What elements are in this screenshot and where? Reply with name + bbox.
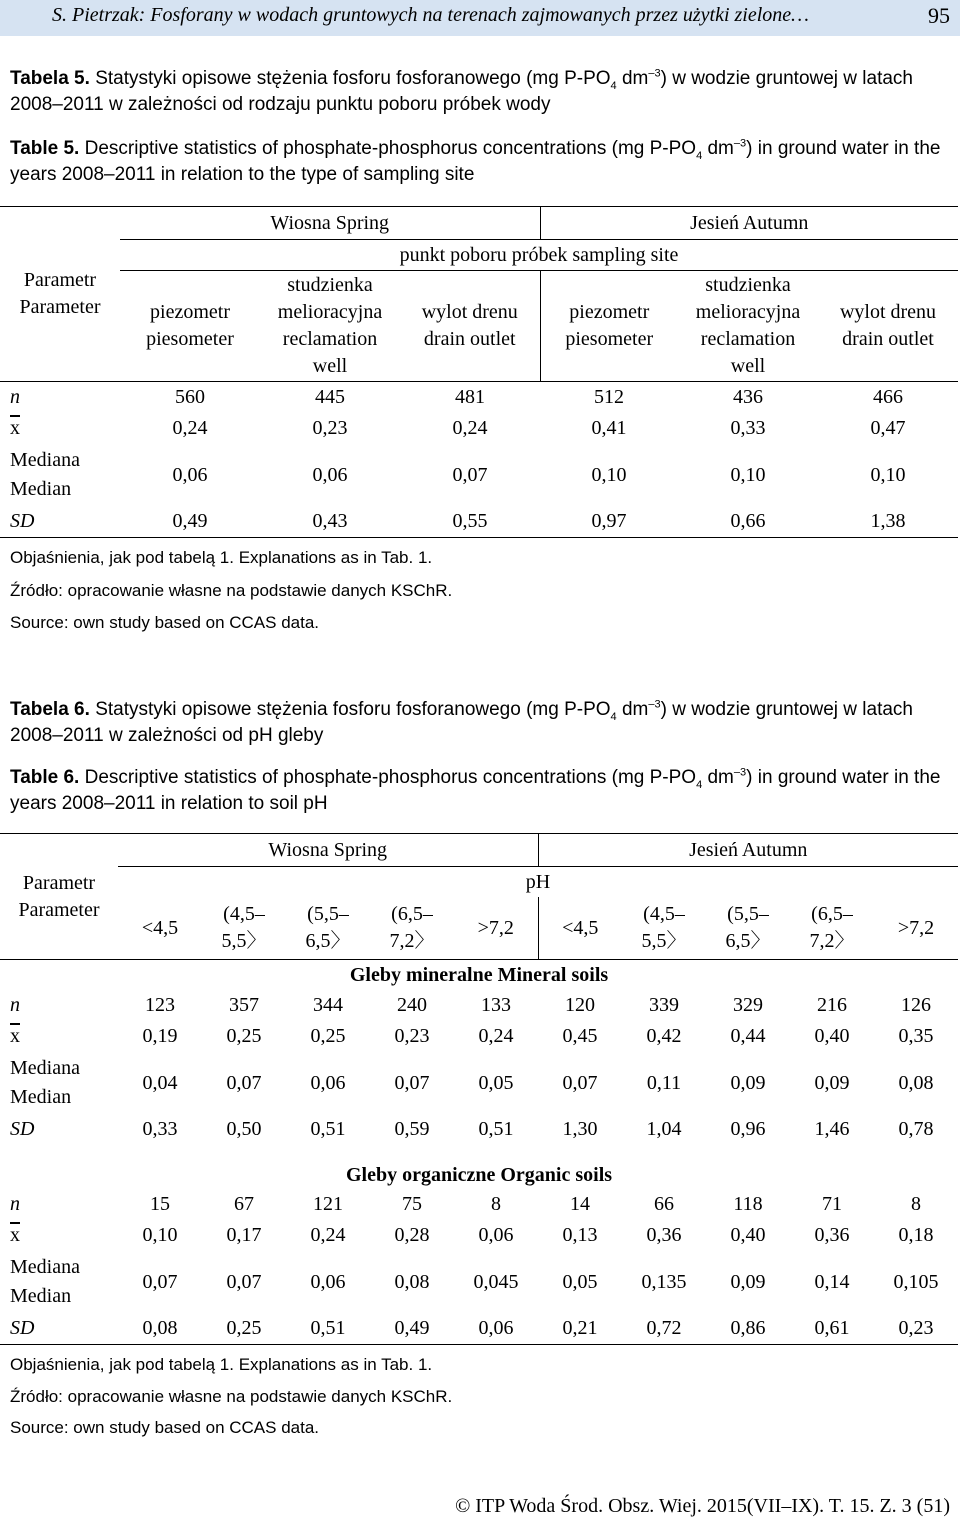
table-row (0, 506, 958, 538)
table-row (0, 444, 958, 506)
col-well: studzienka melioracyjna reclamation well (277, 274, 383, 377)
spring-header: Wiosna Spring (118, 834, 538, 867)
table-cell: 0,25 (226, 1025, 262, 1047)
table-cell: 8 (911, 1193, 921, 1215)
col-piezometer: piezometr piesometer (540, 271, 678, 382)
table6-caption-pl: Tabela 6. Statystyki opisowe stężenia fosforu fosforanowego (mg $P-PO_4$ $dm^{-3}$) w wodzie gruntowej w latach 2008–2011 w zależności od pH gleby (10, 698, 913, 746)
table-cell: 0,78 (898, 1118, 934, 1140)
table-cell: 0,05 (478, 1071, 514, 1094)
col-drain: wylot drenu drain outlet (421, 301, 518, 350)
row-label: Mediana Median (10, 1057, 80, 1108)
ph-range-header: (6,5– 7,2〉 (389, 903, 435, 952)
table-cell: 71 (822, 1193, 842, 1215)
table-cell: 126 (901, 994, 931, 1016)
table-cell: 0,24 (310, 1224, 346, 1246)
table-cell: 466 (873, 386, 903, 408)
table-row (0, 1052, 958, 1114)
table-cell: 0,42 (646, 1025, 682, 1047)
table-cell: 0,66 (730, 510, 766, 532)
table6-note-3: Source: own study based on CCAS data. (10, 1418, 320, 1437)
ph-range-header: >7,2 (897, 916, 935, 939)
table-cell: 445 (315, 386, 345, 408)
table-cell: 0,13 (562, 1224, 598, 1246)
table-cell: 0,10 (142, 1224, 178, 1246)
table-cell: 0,55 (452, 510, 488, 532)
table-cell: 0,09 (730, 1071, 766, 1094)
table-cell: 0,96 (730, 1118, 766, 1140)
running-header (0, 0, 960, 36)
table-cell: 344 (313, 994, 343, 1016)
table-cell: 329 (733, 994, 763, 1016)
table-cell: 0,43 (312, 510, 348, 532)
table5-note-2: Źródło: opracowanie własne na podstawie danych KSChR. (10, 581, 453, 600)
table-cell: 0,14 (814, 1270, 850, 1293)
table-row (0, 1189, 958, 1220)
row-label: n (10, 386, 20, 408)
table-cell: 0,18 (898, 1224, 934, 1246)
table6 (0, 833, 958, 1345)
row-label: SD (10, 1317, 35, 1339)
table-cell: 0,135 (641, 1270, 687, 1293)
table-cell: 0,40 (814, 1025, 850, 1047)
table-cell: 0,23 (312, 417, 348, 439)
table-cell: 0,19 (142, 1025, 178, 1047)
table-cell: 0,41 (591, 417, 627, 439)
organic-soils-header: Gleby organiczne Organic soils (345, 1164, 613, 1186)
row-label: $\overline{x}$ (10, 1025, 20, 1047)
table-cell: 512 (594, 386, 624, 408)
table-cell: 0,07 (226, 1071, 262, 1094)
param-header: Parametr Parameter (0, 207, 120, 382)
table-row (0, 1114, 958, 1145)
row-label: Mediana Median (10, 1256, 80, 1307)
table-cell: 66 (654, 1193, 674, 1215)
table-cell: 15 (150, 1193, 170, 1215)
table-cell: 0,50 (226, 1118, 262, 1140)
table-row (0, 1313, 958, 1345)
table-cell: 0,08 (142, 1317, 178, 1339)
table-cell: 481 (455, 386, 485, 408)
table-cell: 0,21 (562, 1317, 598, 1339)
ph-range-header: (4,5– 5,5〉 (641, 903, 687, 952)
table-cell: 121 (313, 1193, 343, 1215)
table-cell: 0,08 (898, 1071, 934, 1094)
table6-note-1: Objaśnienia, jak pod tabelą 1. Explanations as in Tab. 1. (10, 1355, 433, 1374)
ph-range-header: >7,2 (477, 916, 514, 939)
table-cell: 216 (817, 994, 847, 1016)
table-cell: 0,59 (394, 1118, 430, 1140)
ph-range-header: (5,5– 6,5〉 (305, 903, 351, 952)
ph-range-header: (6,5– 7,2〉 (809, 903, 855, 952)
footer-copyright: © ITP Woda Środ. Obsz. Wiej. 2015(VII–IX). T. 15. Z. 3 (51) (455, 1495, 950, 1517)
table-cell: 0,06 (310, 1270, 346, 1293)
mineral-soils-header: Gleby mineralne Mineral soils (349, 963, 609, 986)
table-cell: 0,23 (394, 1025, 430, 1047)
table-cell: 0,44 (730, 1025, 766, 1047)
table-cell: 133 (481, 994, 511, 1016)
table-cell: 0,06 (172, 463, 208, 486)
table-cell: 0,09 (814, 1071, 850, 1094)
ph-range-header: <4,5 (538, 897, 622, 960)
autumn-header: Jesień Autumn (538, 834, 958, 867)
table-cell: 436 (733, 386, 763, 408)
table-cell: 0,61 (814, 1317, 850, 1339)
table-row (0, 413, 958, 444)
table-cell: 0,07 (142, 1270, 178, 1293)
table-cell: 0,36 (814, 1224, 850, 1246)
spring-header: Wiosna Spring (120, 207, 540, 240)
table-cell: 0,06 (478, 1224, 514, 1246)
table-cell: 0,36 (646, 1224, 682, 1246)
table-cell: 0,06 (312, 463, 348, 486)
ph-range-header: (5,5– 6,5〉 (725, 903, 771, 952)
table5-note-3: Source: own study based on CCAS data. (10, 613, 320, 632)
row-label: Mediana Median (10, 449, 80, 500)
table-cell: 0,97 (591, 510, 627, 532)
table-cell: 0,24 (452, 417, 488, 439)
ph-range-header: <4,5 (141, 916, 179, 939)
col-drain: wylot drenu drain outlet (839, 301, 937, 350)
table-cell: 240 (397, 994, 427, 1016)
table5 (0, 206, 958, 538)
table-cell: 0,33 (142, 1118, 178, 1140)
ph-range-header: (4,5– 5,5〉 (221, 903, 267, 952)
table5-caption-en: Table 5. Descriptive statistics of phosphate-phosphorus concentrations (mg $P-PO_4$ $dm^{-3}$) in ground water in the years 2008–2011 in relation to the type of sampling site (10, 137, 941, 185)
col-piezometer: piezometr piesometer (146, 301, 234, 350)
table-cell: 0,06 (310, 1071, 346, 1094)
table6-note-2: Źródło: opracowanie własne na podstawie danych KSChR. (10, 1387, 453, 1406)
page-number: 95 (928, 3, 950, 28)
table-cell: 0,47 (870, 417, 906, 439)
table-cell: 0,23 (898, 1317, 934, 1339)
table-cell: 0,49 (172, 510, 208, 532)
table5-note-1: Objaśnienia, jak pod tabelą 1. Explanations as in Tab. 1. (10, 548, 433, 567)
table-cell: 8 (491, 1193, 501, 1215)
table-cell: 0,25 (310, 1025, 346, 1047)
table-cell: 0,51 (478, 1118, 514, 1140)
table-row (0, 1251, 958, 1313)
table-cell: 0,40 (730, 1224, 766, 1246)
table-cell: 14 (570, 1193, 590, 1215)
table-cell: 0,07 (562, 1071, 598, 1094)
site-group-header: punkt poboru próbek sampling site (120, 240, 958, 271)
table-cell: 0,045 (473, 1270, 519, 1293)
table-row (0, 1021, 958, 1052)
table-cell: 0,49 (394, 1317, 430, 1339)
running-head: S. Pietrzak: Fosforany w wodach gruntowych na terenach zajmowanych przez użytki zielone… (52, 4, 809, 26)
table-cell: 0,04 (142, 1071, 178, 1094)
row-label: n (10, 1193, 20, 1215)
param-header: Parametr Parameter (0, 834, 118, 960)
table-cell: 1,04 (646, 1118, 682, 1140)
table-cell: 0,07 (226, 1270, 262, 1293)
table-cell: 560 (175, 386, 205, 408)
table-cell: 0,105 (893, 1270, 939, 1293)
table-cell: 75 (402, 1193, 422, 1215)
table-cell: 0,28 (394, 1224, 430, 1246)
row-label: $\overline{x}$ (10, 417, 20, 439)
table-cell: 120 (565, 994, 595, 1016)
table-cell: 0,06 (478, 1317, 514, 1339)
table-cell: 0,24 (172, 417, 208, 439)
table-row (0, 382, 958, 414)
ph-header: pH (525, 870, 551, 893)
table-cell: 0,17 (226, 1224, 262, 1246)
table-cell: 0,08 (394, 1270, 430, 1293)
table-cell: 0,10 (730, 463, 766, 486)
table-cell: 1,38 (870, 510, 906, 532)
table-cell: 123 (145, 994, 175, 1016)
table-cell: 118 (733, 1193, 763, 1215)
table-cell: 0,35 (898, 1025, 934, 1047)
row-label: $\overline{x}$ (10, 1224, 20, 1246)
table-cell: 0,05 (562, 1270, 598, 1293)
table-cell: 357 (229, 994, 259, 1016)
table5-caption-pl: Tabela 5. Statystyki opisowe stężenia fosforu fosforanowego (mg $P-PO_4$ $dm^{-3}$) w wodzie gruntowej w latach 2008–2011 w zależności od rodzaju punktu poboru próbek wody (10, 67, 913, 115)
table-cell: 339 (649, 994, 679, 1016)
table-cell: 0,09 (730, 1270, 766, 1293)
row-label: SD (10, 510, 35, 532)
table-cell: 0,72 (646, 1317, 682, 1339)
row-label: SD (10, 1118, 35, 1140)
table6-caption-en: Table 6. Descriptive statistics of phosphate-phosphorus concentrations (mg $P-PO_4$ $dm^{-3}$) in ground water in the years 2008–2011 in relation to soil pH (10, 766, 941, 814)
table-cell: 0,51 (310, 1118, 346, 1140)
table-cell: 0,45 (562, 1025, 598, 1047)
table-row (0, 1220, 958, 1251)
table-cell: 0,07 (394, 1071, 430, 1094)
table-cell: 0,10 (591, 463, 627, 486)
table-cell: 0,24 (478, 1025, 514, 1047)
table-cell: 0,51 (310, 1317, 346, 1339)
table-cell: 1,30 (562, 1118, 598, 1140)
table-cell: 1,46 (814, 1118, 850, 1140)
table-cell: 67 (234, 1193, 254, 1215)
table-row (0, 990, 958, 1021)
table-cell: 0,86 (730, 1317, 766, 1339)
table-cell: 0,11 (646, 1071, 682, 1094)
table-cell: 0,33 (730, 417, 766, 439)
table-cell: 0,10 (870, 463, 906, 486)
table-cell: 0,25 (226, 1317, 262, 1339)
col-well: studzienka melioracyjna reclamation well (695, 274, 801, 377)
autumn-header: Jesień Autumn (540, 207, 958, 240)
table-cell: 0,07 (452, 463, 488, 486)
row-label: n (10, 994, 20, 1016)
